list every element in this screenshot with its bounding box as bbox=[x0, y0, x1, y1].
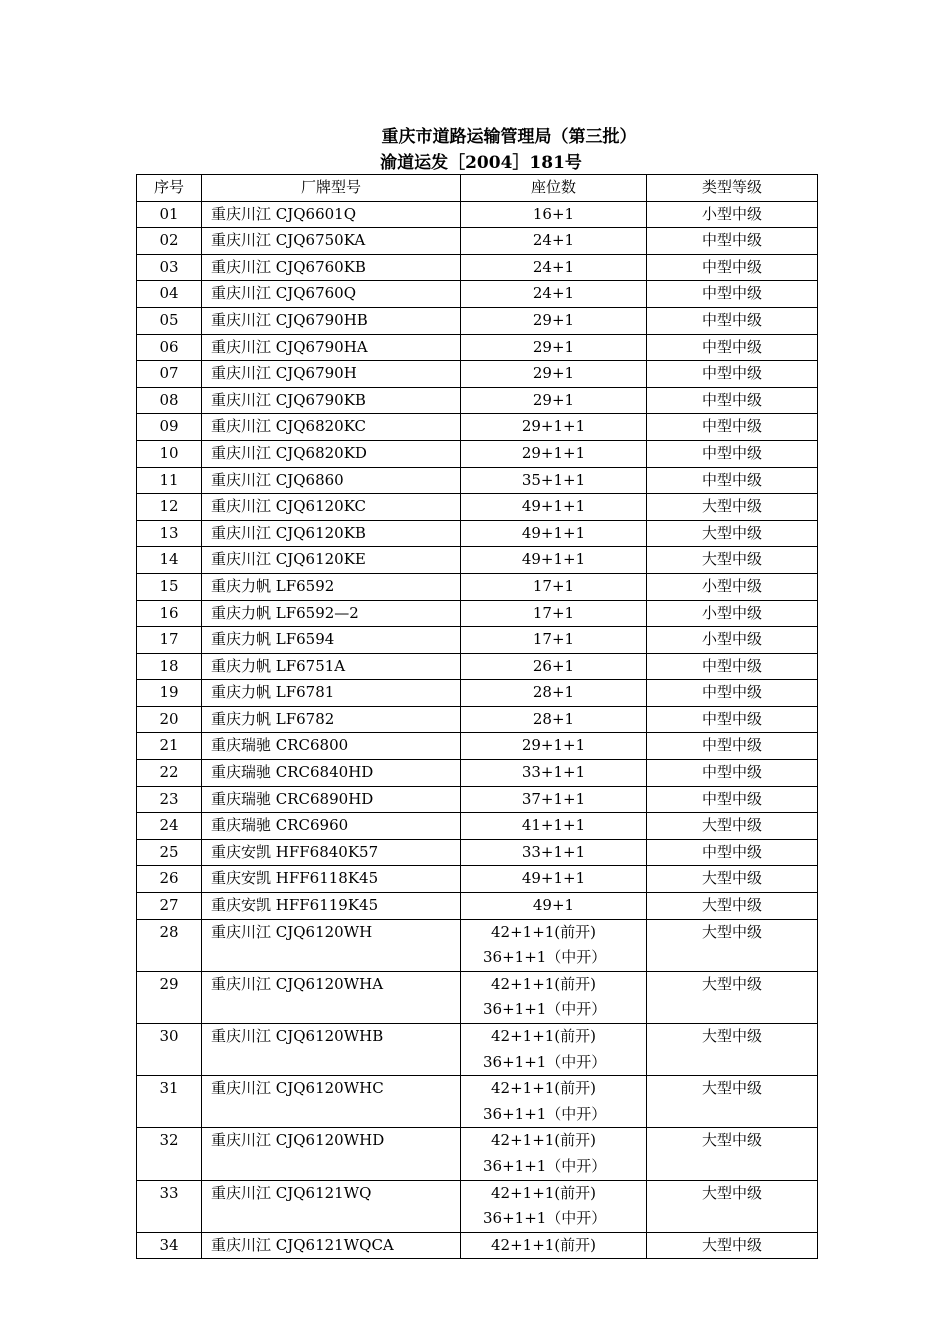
row-grade: 大型中级 bbox=[647, 971, 818, 1023]
row-model: 重庆川江 CJQ6750KA bbox=[202, 228, 461, 255]
row-number: 27 bbox=[137, 893, 202, 920]
row-model: 重庆力帆 LF6782 bbox=[202, 706, 461, 733]
row-seats bbox=[461, 494, 647, 521]
row-number: 29 bbox=[137, 971, 202, 1023]
row-seats bbox=[461, 733, 647, 760]
row-number: 25 bbox=[137, 839, 202, 866]
row-number: 26 bbox=[137, 866, 202, 893]
seat-line: 36+1+1（中开） bbox=[483, 1000, 607, 1019]
row-grade: 中型中级 bbox=[647, 440, 818, 467]
row-seats bbox=[461, 228, 647, 255]
row-grade: 小型中级 bbox=[647, 627, 818, 654]
row-model: 重庆川江 CJQ6790KB bbox=[202, 387, 461, 414]
row-number: 18 bbox=[137, 653, 202, 680]
row-seats bbox=[461, 653, 647, 680]
document-number: 渝道运发［2004］181号 bbox=[380, 153, 582, 173]
seat-line: 24+1 bbox=[532, 231, 575, 250]
header-model: 厂牌型号 bbox=[202, 175, 461, 202]
row-grade: 中型中级 bbox=[647, 254, 818, 281]
row-number: 04 bbox=[137, 281, 202, 308]
row-grade: 大型中级 bbox=[647, 893, 818, 920]
row-model: 重庆川江 CJQ6790HB bbox=[202, 307, 461, 334]
row-number: 07 bbox=[137, 361, 202, 388]
row-grade: 中型中级 bbox=[647, 307, 818, 334]
row-grade: 大型中级 bbox=[647, 1128, 818, 1180]
row-seats bbox=[461, 414, 647, 441]
row-grade: 中型中级 bbox=[647, 706, 818, 733]
seat-line: 36+1+1（中开） bbox=[483, 1209, 607, 1228]
row-model: 重庆川江 CJQ6760Q bbox=[202, 281, 461, 308]
table-row bbox=[137, 254, 818, 281]
row-model: 重庆瑞驰 CRC6890HD bbox=[202, 786, 461, 813]
document-title: 重庆市道路运输管理局（第三批） bbox=[381, 127, 637, 147]
seat-line: 41+1+1 bbox=[521, 816, 586, 835]
row-seats bbox=[461, 361, 647, 388]
seat-line: 29+1+1 bbox=[521, 443, 586, 462]
row-number: 34 bbox=[137, 1232, 202, 1259]
seat-line: 29+1+1 bbox=[521, 417, 586, 436]
seat-line: 29+1+1 bbox=[521, 736, 586, 755]
row-number: 12 bbox=[137, 494, 202, 521]
row-seats bbox=[461, 440, 647, 467]
row-grade: 中型中级 bbox=[647, 281, 818, 308]
seat-line: 17+1 bbox=[532, 630, 575, 649]
row-seats bbox=[461, 760, 647, 787]
row-seats bbox=[461, 919, 647, 971]
seat-line: 29+1 bbox=[532, 337, 575, 356]
row-grade: 中型中级 bbox=[647, 733, 818, 760]
seat-line: 42+1+1(前开) bbox=[491, 974, 597, 993]
row-model: 重庆川江 CJQ6790H bbox=[202, 361, 461, 388]
row-seats bbox=[461, 254, 647, 281]
row-number: 02 bbox=[137, 228, 202, 255]
seat-line: 16+1 bbox=[532, 204, 575, 223]
seat-line: 29+1 bbox=[532, 310, 575, 329]
seat-line: 49+1+1 bbox=[521, 550, 586, 569]
table-row bbox=[137, 1180, 818, 1232]
row-grade: 大型中级 bbox=[647, 866, 818, 893]
row-seats bbox=[461, 573, 647, 600]
row-seats bbox=[461, 1076, 647, 1128]
row-number: 32 bbox=[137, 1128, 202, 1180]
row-model: 重庆川江 CJQ6601Q bbox=[202, 201, 461, 228]
row-number: 19 bbox=[137, 680, 202, 707]
table-row bbox=[137, 520, 818, 547]
row-model: 重庆川江 CJQ6790HA bbox=[202, 334, 461, 361]
row-seats bbox=[461, 971, 647, 1023]
row-seats bbox=[461, 281, 647, 308]
row-number: 14 bbox=[137, 547, 202, 574]
row-model: 重庆川江 CJQ6820KC bbox=[202, 414, 461, 441]
seat-line: 24+1 bbox=[532, 257, 575, 276]
table-row bbox=[137, 387, 818, 414]
row-number: 23 bbox=[137, 786, 202, 813]
seat-line: 36+1+1（中开） bbox=[483, 1156, 607, 1175]
row-grade: 大型中级 bbox=[647, 919, 818, 971]
row-model: 重庆力帆 LF6594 bbox=[202, 627, 461, 654]
row-grade: 大型中级 bbox=[647, 1076, 818, 1128]
table-row bbox=[137, 919, 818, 971]
row-seats bbox=[461, 334, 647, 361]
table-row bbox=[137, 334, 818, 361]
row-model: 重庆力帆 LF6592 bbox=[202, 573, 461, 600]
row-seats bbox=[461, 866, 647, 893]
table-row bbox=[137, 440, 818, 467]
row-grade: 大型中级 bbox=[647, 547, 818, 574]
row-grade: 中型中级 bbox=[647, 839, 818, 866]
seat-line: 29+1 bbox=[532, 390, 575, 409]
row-seats bbox=[461, 839, 647, 866]
row-number: 21 bbox=[137, 733, 202, 760]
row-number: 17 bbox=[137, 627, 202, 654]
row-model: 重庆力帆 LF6751A bbox=[202, 653, 461, 680]
row-model: 重庆安凯 HFF6840K57 bbox=[202, 839, 461, 866]
table-row bbox=[137, 281, 818, 308]
row-model: 重庆川江 CJQ6120WH bbox=[202, 919, 461, 971]
row-model: 重庆川江 CJQ6120KB bbox=[202, 520, 461, 547]
table-row bbox=[137, 361, 818, 388]
table-row bbox=[137, 573, 818, 600]
row-model: 重庆川江 CJQ6120WHD bbox=[202, 1128, 461, 1180]
table-row bbox=[137, 971, 818, 1023]
seat-line: 36+1+1（中开） bbox=[483, 1052, 607, 1071]
row-model: 重庆安凯 HFF6118K45 bbox=[202, 866, 461, 893]
row-grade: 中型中级 bbox=[647, 680, 818, 707]
seat-line: 17+1 bbox=[532, 603, 575, 622]
row-model: 重庆川江 CJQ6120KC bbox=[202, 494, 461, 521]
table-row bbox=[137, 1076, 818, 1128]
row-grade: 中型中级 bbox=[647, 361, 818, 388]
seat-line: 49+1+1 bbox=[521, 869, 586, 888]
row-grade: 大型中级 bbox=[647, 813, 818, 840]
header-grade: 类型等级 bbox=[647, 175, 818, 202]
table-row bbox=[137, 627, 818, 654]
row-model: 重庆川江 CJQ6860 bbox=[202, 467, 461, 494]
table-row bbox=[137, 1128, 818, 1180]
row-number: 01 bbox=[137, 201, 202, 228]
row-grade: 中型中级 bbox=[647, 387, 818, 414]
vehicle-table bbox=[136, 174, 818, 1259]
row-seats bbox=[461, 520, 647, 547]
row-grade: 大型中级 bbox=[647, 494, 818, 521]
row-seats bbox=[461, 813, 647, 840]
row-seats bbox=[461, 1128, 647, 1180]
table-row bbox=[137, 1024, 818, 1076]
seat-line: 26+1 bbox=[532, 656, 575, 675]
seat-line: 42+1+1(前开) bbox=[491, 1079, 597, 1098]
row-seats bbox=[461, 680, 647, 707]
row-number: 03 bbox=[137, 254, 202, 281]
table-row bbox=[137, 1232, 818, 1259]
row-grade: 小型中级 bbox=[647, 201, 818, 228]
table-row bbox=[137, 786, 818, 813]
row-number: 24 bbox=[137, 813, 202, 840]
row-number: 16 bbox=[137, 600, 202, 627]
row-model: 重庆川江 CJQ6121WQCA bbox=[202, 1232, 461, 1259]
row-model: 重庆川江 CJQ6120WHA bbox=[202, 971, 461, 1023]
table-row bbox=[137, 414, 818, 441]
table-row bbox=[137, 307, 818, 334]
row-grade: 中型中级 bbox=[647, 228, 818, 255]
row-seats bbox=[461, 387, 647, 414]
row-seats bbox=[461, 1180, 647, 1232]
row-grade: 大型中级 bbox=[647, 520, 818, 547]
table-row bbox=[137, 228, 818, 255]
table-row bbox=[137, 733, 818, 760]
seat-line: 42+1+1(前开) bbox=[491, 922, 597, 941]
seat-line: 49+1+1 bbox=[521, 523, 586, 542]
table-row bbox=[137, 201, 818, 228]
row-number: 11 bbox=[137, 467, 202, 494]
seat-line: 42+1+1(前开) bbox=[491, 1027, 597, 1045]
row-model: 重庆川江 CJQ6120WHB bbox=[202, 1024, 461, 1076]
row-seats bbox=[461, 706, 647, 733]
row-seats bbox=[461, 307, 647, 334]
seat-line: 35+1+1 bbox=[521, 470, 586, 489]
row-number: 13 bbox=[137, 520, 202, 547]
row-grade: 小型中级 bbox=[647, 600, 818, 627]
row-number: 30 bbox=[137, 1024, 202, 1076]
row-seats bbox=[461, 600, 647, 627]
seat-line: 49+1 bbox=[532, 896, 575, 915]
table-row bbox=[137, 680, 818, 707]
row-seats bbox=[461, 1024, 647, 1076]
seat-line: 36+1+1（中开） bbox=[483, 1104, 607, 1123]
header-no: 序号 bbox=[137, 175, 202, 202]
row-number: 20 bbox=[137, 706, 202, 733]
row-model: 重庆瑞驰 CRC6840HD bbox=[202, 760, 461, 787]
row-number: 28 bbox=[137, 919, 202, 971]
row-model: 重庆川江 CJQ6820KD bbox=[202, 440, 461, 467]
row-number: 10 bbox=[137, 440, 202, 467]
seat-line: 33+1+1 bbox=[521, 763, 586, 782]
row-seats bbox=[461, 201, 647, 228]
seat-line: 29+1 bbox=[532, 364, 575, 383]
row-seats bbox=[461, 1232, 647, 1259]
row-seats bbox=[461, 467, 647, 494]
row-model: 重庆力帆 LF6781 bbox=[202, 680, 461, 707]
table-body bbox=[137, 201, 818, 1259]
table-row bbox=[137, 893, 818, 920]
row-grade: 中型中级 bbox=[647, 414, 818, 441]
table-row bbox=[137, 866, 818, 893]
row-grade: 中型中级 bbox=[647, 334, 818, 361]
row-seats bbox=[461, 627, 647, 654]
seat-line: 28+1 bbox=[532, 683, 575, 702]
row-model: 重庆川江 CJQ6120WHC bbox=[202, 1076, 461, 1128]
seat-line: 49+1+1 bbox=[521, 497, 586, 516]
row-model: 重庆力帆 LF6592—2 bbox=[202, 600, 461, 627]
seat-line: 28+1 bbox=[532, 709, 575, 728]
row-grade: 中型中级 bbox=[647, 760, 818, 787]
seat-line: 33+1+1 bbox=[521, 842, 586, 861]
seat-line: 42+1+1(前开) bbox=[491, 1131, 597, 1150]
row-grade: 中型中级 bbox=[647, 786, 818, 813]
row-grade: 中型中级 bbox=[647, 467, 818, 494]
row-seats bbox=[461, 893, 647, 920]
seat-line: 17+1 bbox=[532, 576, 575, 595]
row-grade: 大型中级 bbox=[647, 1180, 818, 1232]
table-row bbox=[137, 547, 818, 574]
table-row bbox=[137, 600, 818, 627]
table-row bbox=[137, 467, 818, 494]
row-number: 06 bbox=[137, 334, 202, 361]
row-number: 05 bbox=[137, 307, 202, 334]
table-row bbox=[137, 839, 818, 866]
table-row bbox=[137, 813, 818, 840]
row-seats bbox=[461, 786, 647, 813]
row-grade: 大型中级 bbox=[647, 1024, 818, 1076]
table-row bbox=[137, 494, 818, 521]
seat-line: 42+1+1(前开) bbox=[491, 1235, 597, 1254]
row-number: 22 bbox=[137, 760, 202, 787]
table-row bbox=[137, 706, 818, 733]
row-model: 重庆安凯 HFF6119K45 bbox=[202, 893, 461, 920]
seat-line: 42+1+1(前开) bbox=[491, 1183, 597, 1202]
row-seats bbox=[461, 547, 647, 574]
row-grade: 中型中级 bbox=[647, 653, 818, 680]
row-model: 重庆川江 CJQ6121WQ bbox=[202, 1180, 461, 1232]
row-model: 重庆川江 CJQ6760KB bbox=[202, 254, 461, 281]
row-number: 31 bbox=[137, 1076, 202, 1128]
row-number: 09 bbox=[137, 414, 202, 441]
row-number: 33 bbox=[137, 1180, 202, 1232]
header-seats: 座位数 bbox=[461, 175, 647, 202]
table-header-row bbox=[137, 175, 818, 202]
table-row bbox=[137, 760, 818, 787]
seat-line: 24+1 bbox=[532, 284, 575, 303]
row-model: 重庆瑞驰 CRC6960 bbox=[202, 813, 461, 840]
row-grade: 大型中级 bbox=[647, 1232, 818, 1259]
row-number: 15 bbox=[137, 573, 202, 600]
row-model: 重庆川江 CJQ6120KE bbox=[202, 547, 461, 574]
seat-line: 37+1+1 bbox=[521, 789, 586, 808]
row-grade: 小型中级 bbox=[647, 573, 818, 600]
table-row bbox=[137, 653, 818, 680]
seat-line: 36+1+1（中开） bbox=[483, 948, 607, 967]
row-number: 08 bbox=[137, 387, 202, 414]
row-model: 重庆瑞驰 CRC6800 bbox=[202, 733, 461, 760]
